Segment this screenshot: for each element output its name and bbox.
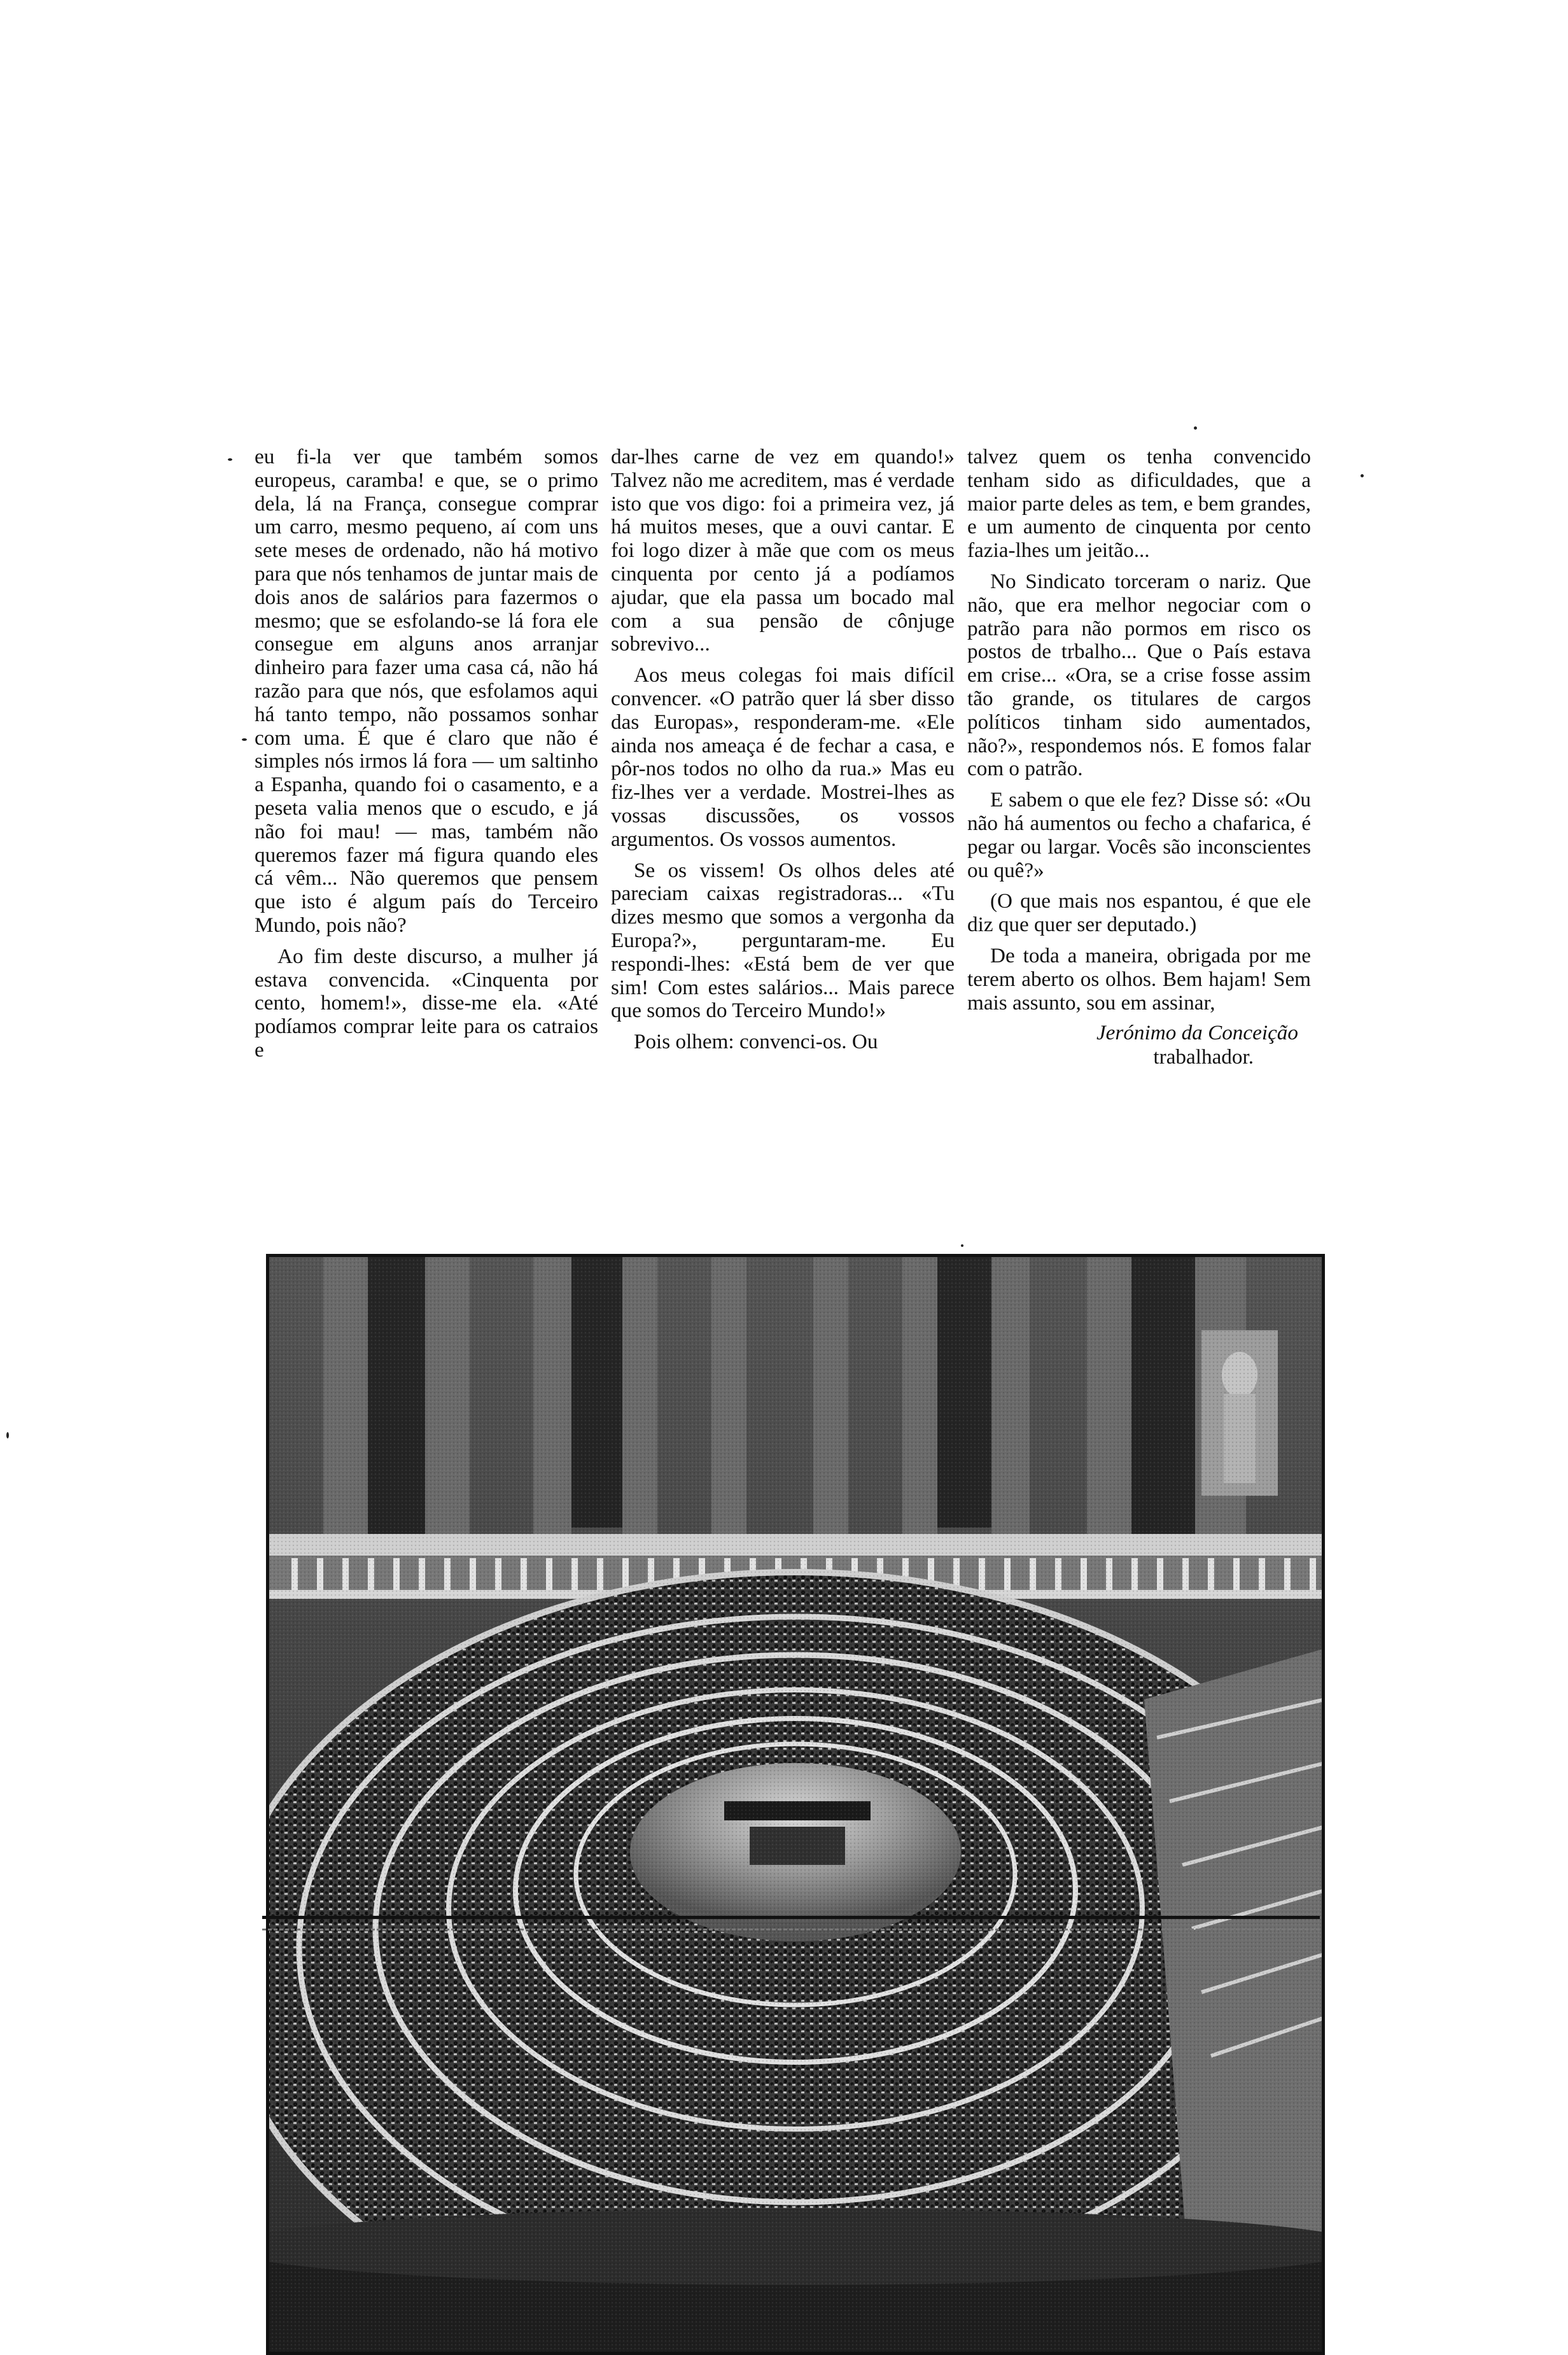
scan-speck — [6, 1432, 9, 1438]
column-1-paragraph-2: Ao fim deste discurso, a mulher já estava convencida. «Cinquenta por cento, homem!», disse-me ela. «Até podíamos comprar leite para os catraios e — [255, 944, 598, 1062]
photo-frame — [266, 1254, 1325, 2355]
bottom-rule-secondary — [262, 1929, 1320, 1930]
scan-speck — [961, 1244, 963, 1247]
scan-speck — [228, 458, 232, 461]
column-3-paragraph-5: De toda a maneira, obrigada por me terem aberto os olhos. Bem hajam! Sem mais assunto, sou em assinar, — [967, 943, 1311, 1015]
column-3-paragraph-2: No Sindicato torceram o nariz. Que não, que era melhor negociar com o patrão para não pormos em risco os postos de trbalho... Que o País estava em crise... «Ora, se a crise fosse assim tão grande, os titulares de cargos políticos tinham sido aumentados, não?», respondemos nós. E fomos falar com o patrão. — [967, 569, 1311, 781]
scan-speck — [242, 738, 247, 741]
article-column-2 — [611, 446, 955, 1054]
article-column-1 — [255, 446, 598, 1062]
column-2-paragraph-4: Pois olhem: convenci-os. Ou — [634, 1030, 878, 1054]
signature-name: Jerónimo da Conceição — [1096, 1021, 1298, 1045]
signature — [967, 1021, 1311, 1069]
column-3-paragraph-3: E sabem o que ele fez? Disse só: «Ou não há aumentos ou fecho a chafarica, é pegar ou largar. Vocês são inconscientes ou quê?» — [967, 788, 1311, 882]
column-3-paragraph-1: talvez quem os tenha convencido tenham sido as dificuldades, que a maior parte deles as tem, e bem grandes, e um aumento de cinquenta por cento fazia-lhes um jeitão... — [967, 445, 1311, 563]
scan-speck — [1361, 474, 1364, 477]
column-2-paragraph-3: Se os vissem! Os olhos deles até pareciam caixas registradoras... «Tu dizes mesmo que somos a vergonha da Europa?», perguntaram-me. Eu respondi-lhes: «Está bem de ver que sim! Com estes salários... Mais parece que somos do Terceiro Mundo!» — [611, 858, 955, 1023]
article-column-3 — [967, 446, 1311, 1069]
bottom-rule — [262, 1916, 1320, 1919]
column-3-paragraph-4: (O que mais nos espantou, é que ele diz que quer ser deputado.) — [967, 889, 1311, 937]
column-2-paragraph-1: dar-lhes carne de vez em quando!» Talvez não me acreditem, mas é verdade isto que vos digo: foi a primeira vez, já há muitos meses, que a ouvi cantar. E foi logo dizer à mãe que com os meus cinquenta por cento já a podíamos ajudar, que ela passa um bocado mal com a sua pensão de cônjuge sobrevivo... — [611, 445, 955, 656]
signature-role: trabalhador. — [1153, 1045, 1254, 1069]
scan-speck — [1194, 426, 1197, 430]
column-1-paragraph-1: eu fi-la ver que também somos europeus, caramba! e que, se o primo dela, lá na França, consegue comprar um carro, mesmo pequeno, aí com uns sete meses de ordenado, não há motivo para que nós tenhamos de juntar mais de dois anos de salários para fazermos o mesmo; que se esfolando-se lá fora ele consegue em alguns anos arranjar dinheiro para fazer uma casa cá, não há razão para que nós, que esfolamos aqui há tanto tempo, não possamos sonhar com uma. É que é claro que não é simples nós irmos lá fora — um saltinho a Espanha, quando foi o casamento, e a peseta valia menos que o escudo, e já não foi mau! — mas, também não queremos fazer má figura quando eles cá vêm... Não queremos que pensem que isto é algum país do Terceiro Mundo, pois não? — [255, 445, 598, 937]
column-2-paragraph-2: Aos meus colegas foi mais difícil convencer. «O patrão quer lá sber disso das Europas», responderam-me. «Ele ainda nos ameaça é de fechar a casa, e pôr-nos todos no olho da rua.» Mas eu fiz-lhes ver a verdade. Mostrei-lhes as vossas discussões, os vossos argumentos. Os vossos aumentos. — [611, 663, 955, 851]
